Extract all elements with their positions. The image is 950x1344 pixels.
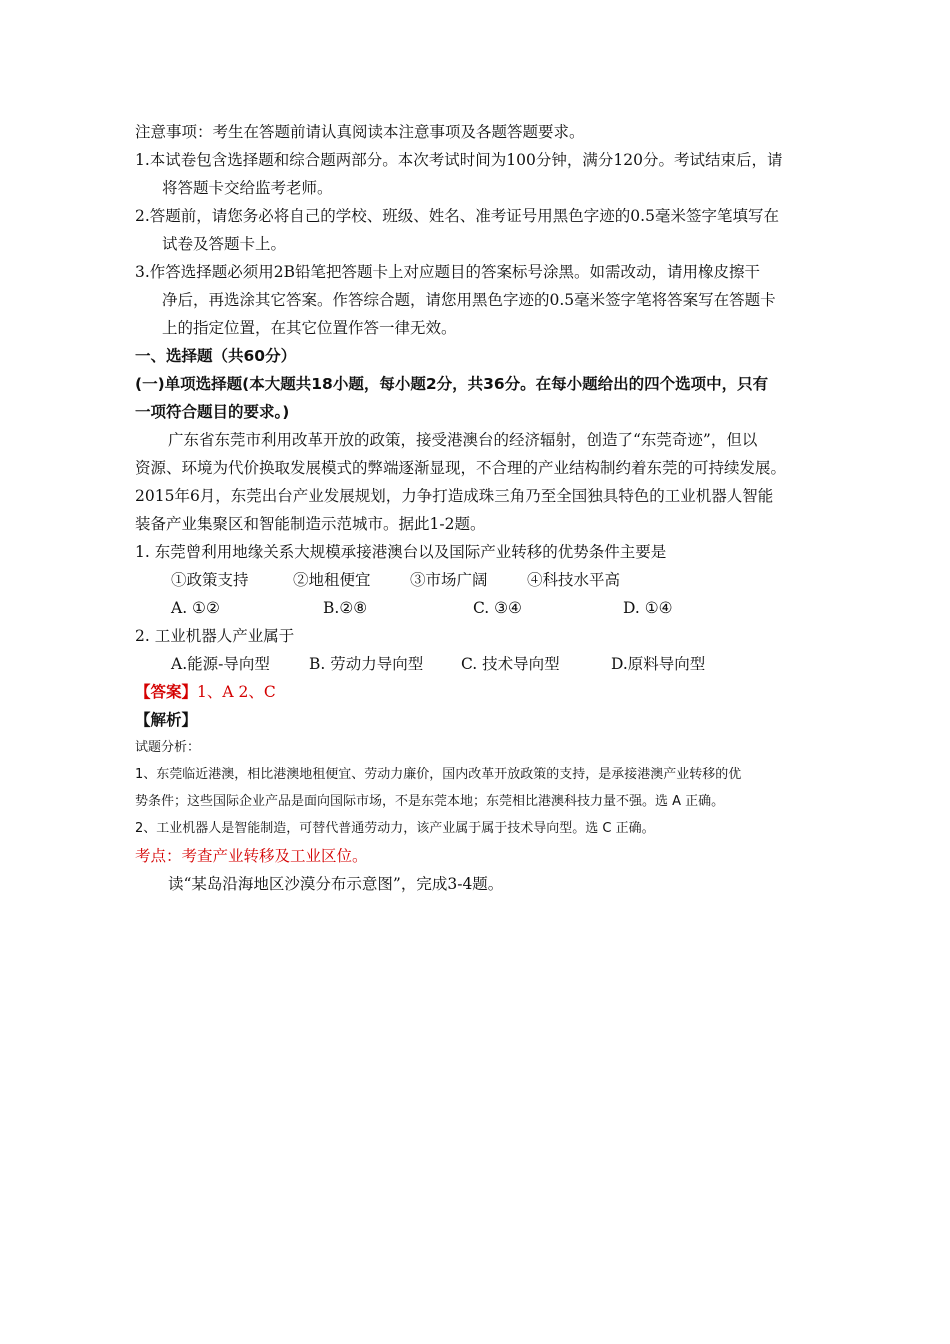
question-1-choice-d: D. ①④ [623, 599, 673, 617]
passage-line-1: 广东省东莞市利用改革开放的政策，接受港澳台的经济辐射，创造了“东莞奇迹”，但以 [168, 431, 758, 449]
question-2-choices [135, 650, 825, 678]
question-2-choice-c: C. 技术导向型 [461, 655, 560, 673]
notice-item-3-cont-2: 上的指定位置，在其它位置作答一律无效。 [162, 319, 457, 337]
answer-line [135, 678, 825, 706]
knowledge-point: 考点：考查产业转移及工业区位。 [135, 847, 368, 865]
passage-line-4: 装备产业集聚区和智能制造示范城市。据此1-2题。 [135, 515, 486, 533]
question-2-stem: 2. 工业机器人产业属于 [135, 627, 295, 645]
page-content [135, 118, 825, 898]
question-1-choices [135, 594, 825, 622]
passage-line-2: 资源、环境为代价换取发展模式的弊端逐渐显现，不合理的产业结构制约着东莞的可持续发展。 [135, 459, 787, 477]
question-1-choice-a: A. ①② [171, 599, 220, 617]
question-1-stem: 1. 东莞曾利用地缘关系大规模承接港澳台以及国际产业转移的优势条件主要是 [135, 543, 667, 561]
notice-item-2: 2.答题前，请您务必将自己的学校、班级、姓名、准考证号用黑色字迹的0.5毫米签字笔填写在 [135, 207, 779, 225]
notice-item-1-cont: 将答题卡交给监考老师。 [162, 179, 333, 197]
passage-line-3: 2015年6月，东莞出台产业发展规划，力争打造成珠三角乃至全国独具特色的工业机器人智能 [135, 487, 774, 505]
question-1-choice-c: C. ③④ [473, 599, 522, 617]
analysis-point-2: 2、工业机器人是智能制造，可替代普通劳动力，该产业属于属于技术导向型。选 C 正确。 [135, 821, 655, 836]
question-2-choice-d: D.原料导向型 [611, 655, 706, 673]
analysis-label: 【解析】 [135, 711, 198, 729]
answer-text: 1、A 2、C [197, 683, 276, 701]
section-heading: 一、选择题（共60分） [135, 347, 297, 365]
notice-item-3: 3.作答选择题必须用2B铅笔把答题卡上对应题目的答案标号涂黑。如需改动，请用橡皮擦干 [135, 263, 761, 281]
notice-item-2-cont: 试卷及答题卡上。 [162, 235, 287, 253]
notice-item-1: 1.本试卷包含选择题和综合题两部分。本次考试时间为100分钟，满分120分。考试结束后，请 [135, 151, 783, 169]
question-2-choice-b: B. 劳动力导向型 [309, 655, 424, 673]
sub-section-heading-cont: 一项符合题目的要求。) [135, 403, 290, 421]
question-1-item-1: ①政策支持 [171, 571, 249, 589]
question-1-item-3: ③市场广阔 [410, 571, 488, 589]
answer-label: 【答案】 [135, 683, 198, 701]
question-1-items [135, 566, 825, 594]
analysis-point-1: 1、东莞临近港澳，相比港澳地租便宜、劳动力廉价，国内改革开放政策的支持，是承接港澳产业转移的优 [135, 767, 742, 782]
analysis-title: 试题分析： [135, 740, 201, 755]
question-2-choice-a: A.能源-导向型 [171, 655, 270, 673]
question-1-item-4: ④科技水平高 [527, 571, 621, 589]
sub-section-heading: (一)单项选择题(本大题共18小题，每小题2分，共36分。在每小题给出的四个选项中，只有 [135, 375, 769, 393]
notice-title: 注意事项：考生在答题前请认真阅读本注意事项及各题答题要求。 [135, 123, 585, 141]
analysis-point-1-cont: 势条件；这些国际企业产品是面向国际市场，不是东莞本地；东莞相比港澳科技力量不强。选 A 正确。 [135, 794, 725, 809]
question-1-item-2: ②地租便宜 [293, 571, 371, 589]
question-1-choice-b: B.②⑧ [323, 599, 368, 617]
notice-item-3-cont: 净后，再选涂其它答案。作答综合题，请您用黑色字迹的0.5毫米签字笔将答案写在答题卡 [162, 291, 776, 309]
next-question-prompt: 读“某岛沿海地区沙漠分布示意图”，完成3-4题。 [168, 875, 504, 893]
